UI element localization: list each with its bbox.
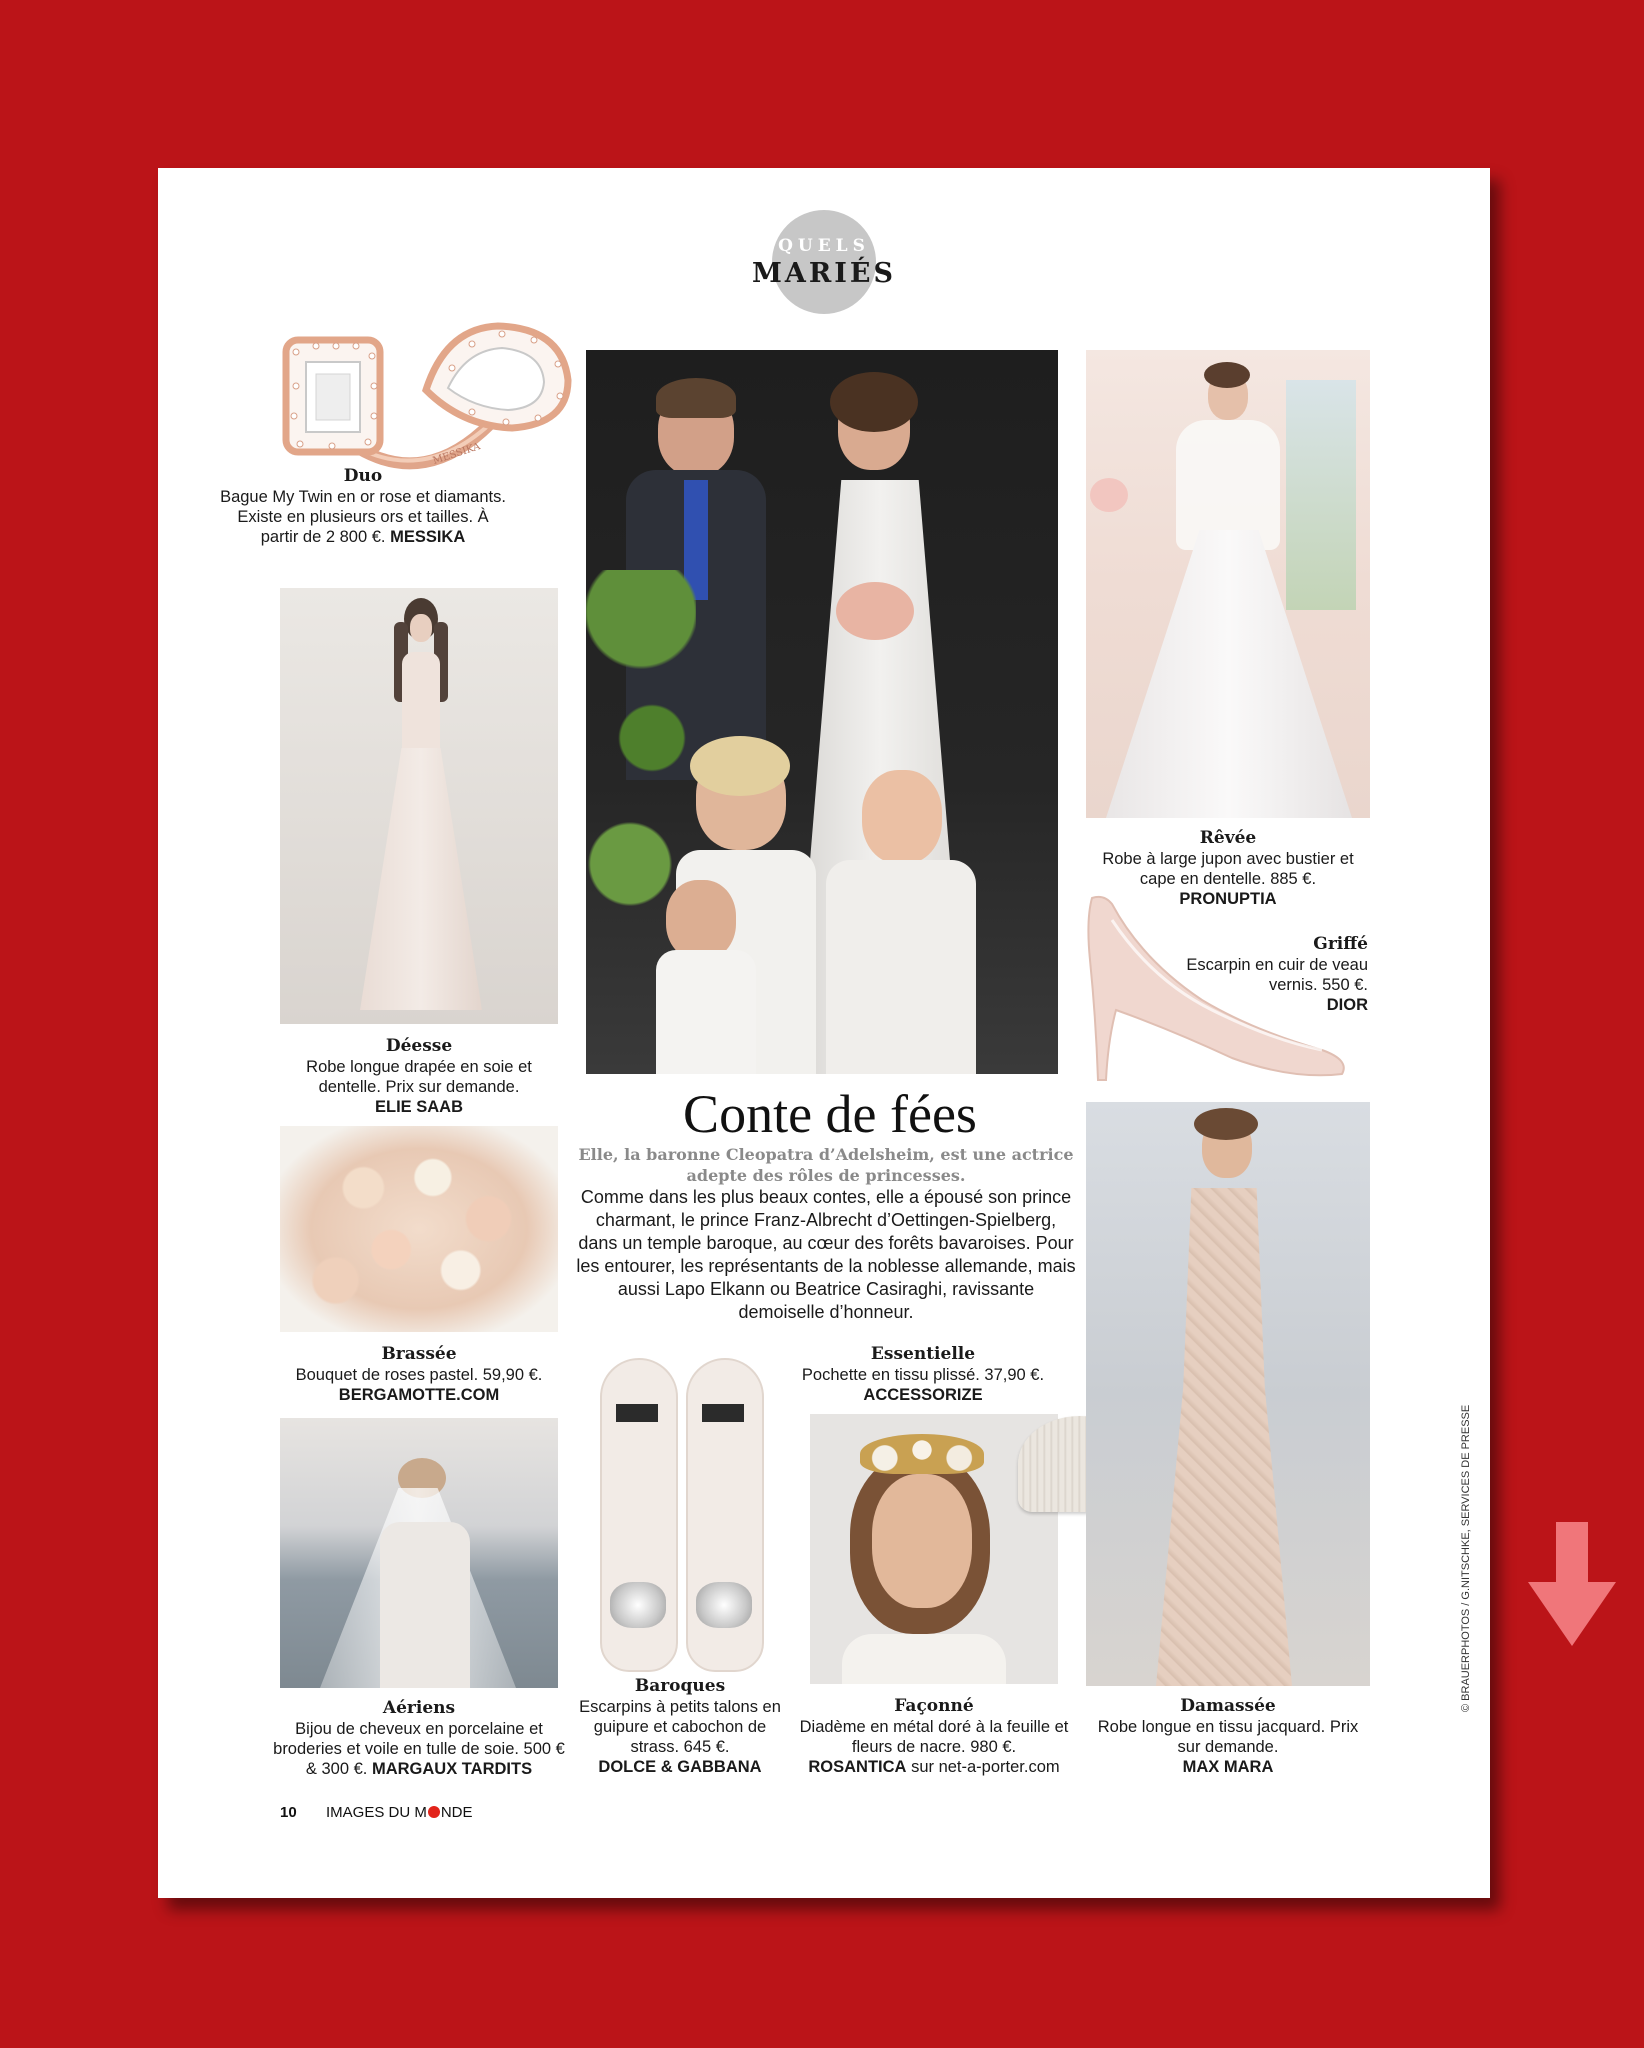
caption-faconne-brand-line xyxy=(808,1758,1059,1776)
caption-essentielle xyxy=(798,1344,1048,1405)
caption-aeriens xyxy=(268,1698,570,1779)
caption-essentielle-text: Pochette en tissu plissé. 37,90 €. xyxy=(801,1366,1045,1384)
caption-essentielle-desc xyxy=(798,1365,1048,1405)
rubric-kicker: QUELS xyxy=(778,236,870,256)
photo-brassee xyxy=(280,1126,558,1332)
ring-image xyxy=(276,316,588,476)
caption-deesse-title: Déesse xyxy=(385,1036,453,1056)
caption-duo-brand: MESSIKA xyxy=(390,528,466,546)
caption-brassee-brand: BERGAMOTTE.COM xyxy=(338,1386,500,1404)
caption-baroques-title: Baroques xyxy=(634,1676,726,1696)
caption-aeriens-title: Aériens xyxy=(382,1698,456,1718)
caption-duo-text: Bague My Twin en or rose et diamants. Existe en plusieurs ors et tailles. À partir de 2 800 €. xyxy=(220,488,506,546)
photo-baroques xyxy=(586,1344,774,1688)
caption-damassee-desc: Robe longue en tissu jacquard. Prix sur demande. xyxy=(1097,1718,1359,1756)
caption-deesse xyxy=(280,1036,558,1117)
caption-griffe-brand: DIOR xyxy=(1326,996,1368,1014)
caption-faconne-desc: Diadème en métal doré à la feuille et fleurs de nacre. 980 €. xyxy=(799,1718,1069,1756)
caption-griffe-desc: Escarpin en cuir de veau vernis. 550 €. xyxy=(1186,956,1368,994)
caption-damassee xyxy=(1086,1696,1370,1777)
magazine-name-start: IMAGES DU M xyxy=(326,1804,427,1821)
photo-wedding-couple xyxy=(586,350,1058,1074)
caption-duo xyxy=(220,466,506,547)
magazine-logo-dot xyxy=(428,1806,440,1818)
photo-credit: © BRAUERPHOTOS / G.NITSCHKE, SERVICES DE PRESSE xyxy=(1460,1404,1472,1712)
photo-revee xyxy=(1086,350,1370,818)
arrow-down-icon[interactable] xyxy=(1528,1522,1616,1646)
caption-brassee-title: Brassée xyxy=(381,1344,457,1364)
caption-revee-desc: Robe à large jupon avec bustier et cape en dentelle. 885 €. xyxy=(1102,850,1354,888)
magazine-name xyxy=(326,1804,473,1821)
caption-aeriens-text: Bijou de cheveux en porcelaine et broderies et voile en tulle de soie. 500 € & 300 €. xyxy=(273,1720,565,1778)
caption-revee-brand: PRONUPTIA xyxy=(1179,890,1277,908)
rubric-title: MARIÉS xyxy=(752,258,896,289)
photo-aeriens xyxy=(280,1418,558,1688)
magazine-name-end: NDE xyxy=(440,1804,473,1821)
caption-aeriens-desc xyxy=(268,1719,570,1779)
page-number: 10 xyxy=(280,1804,297,1821)
article-headline: Conte de fées xyxy=(683,1084,977,1144)
caption-essentielle-title: Essentielle xyxy=(870,1344,976,1364)
caption-griffe xyxy=(1170,934,1368,1015)
caption-aeriens-brand: MARGAUX TARDITS xyxy=(371,1760,533,1778)
caption-revee-title: Rêvée xyxy=(1199,828,1257,848)
caption-baroques xyxy=(578,1676,782,1777)
caption-baroques-desc: Escarpins à petits talons en guipure et cabochon de strass. 645 €. xyxy=(579,1698,781,1756)
caption-essentielle-brand: ACCESSORIZE xyxy=(863,1386,983,1404)
caption-baroques-brand: DOLCE & GABBANA xyxy=(598,1758,762,1776)
photo-damassee xyxy=(1086,1102,1370,1686)
caption-deesse-brand: ELIE SAAB xyxy=(374,1098,463,1116)
caption-deesse-desc: Robe longue drapée en soie et dentelle. Prix sur demande. xyxy=(306,1058,532,1096)
ring-engraving: MESSIKA xyxy=(431,441,482,467)
magazine-page xyxy=(158,168,1490,1898)
article-lede: Elle, la baronne Cleopatra d’Adelsheim, est une actrice adepte des rôles de princesses. xyxy=(578,1145,1074,1185)
caption-damassee-brand: MAX MARA xyxy=(1182,1758,1274,1776)
photo-deesse xyxy=(280,588,558,1024)
caption-duo-title: Duo xyxy=(343,466,383,486)
article-body: Comme dans les plus beaux contes, elle a épousé son prince charmant, le prince Franz-Albrecht d’Oettingen-Spielberg, dans un temple baroque, au cœur des forêts bavaroises. Pour les entourer, les représentants de la noblesse allemande, mais aussi Lapo Elkann ou Beatrice Casiraghi, ravissante demoiselle d’honneur. xyxy=(576,1187,1076,1322)
caption-brassee-desc: Bouquet de roses pastel. 59,90 €. xyxy=(295,1366,543,1384)
caption-faconne-brand: ROSANTICA xyxy=(808,1758,907,1776)
caption-faconne xyxy=(798,1696,1070,1777)
caption-griffe-title: Griffé xyxy=(1313,934,1368,954)
caption-faconne-brand-suffix: sur net-a-porter.com xyxy=(911,1758,1060,1776)
caption-duo-desc xyxy=(220,487,506,547)
caption-faconne-title: Façonné xyxy=(894,1696,974,1716)
caption-damassee-title: Damassée xyxy=(1180,1696,1276,1716)
caption-brassee xyxy=(280,1344,558,1405)
